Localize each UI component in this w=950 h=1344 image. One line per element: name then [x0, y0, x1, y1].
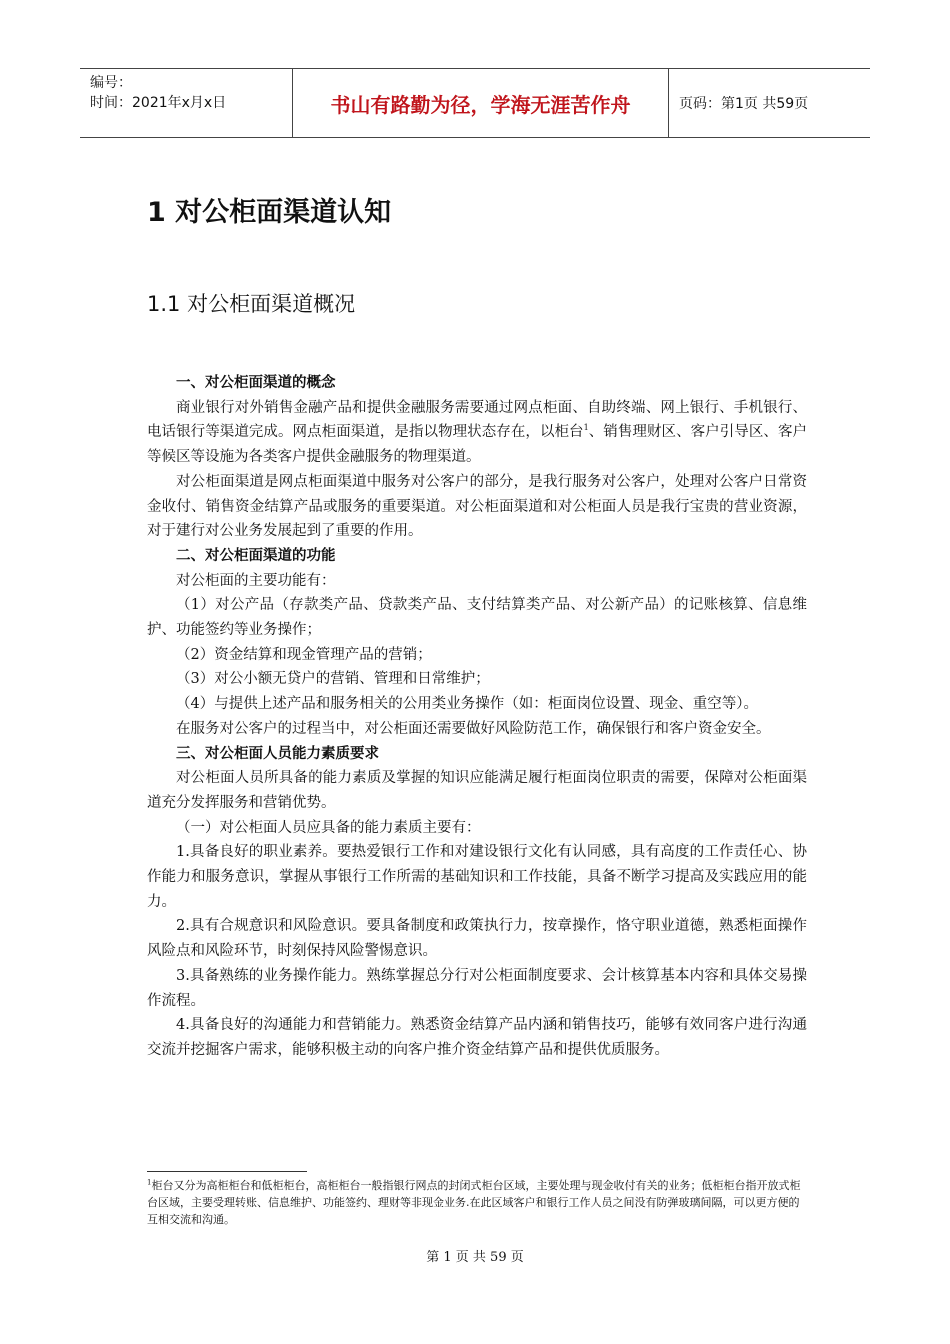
chapter-title: 1 对公柜面渠道认知 [147, 197, 392, 228]
body-paragraph: （4）与提供上述产品和服务相关的公用类业务操作（如：柜面岗位设置、现金、重空等）。 [176, 696, 758, 713]
footnote-marker: 1 [583, 423, 589, 433]
page-footer: 第 1 页 共 59 页 [426, 1250, 524, 1265]
section-heading: 二、对公柜面渠道的功能 [176, 547, 336, 564]
section-title: 1.1 对公柜面渠道概况 [147, 292, 356, 316]
body-paragraph: （3）对公小额无贷户的营销、管理和日常维护； [176, 671, 490, 688]
section-heading: 一、对公柜面渠道的概念 [176, 375, 336, 391]
body-paragraph: 3.具备熟练的业务操作能力。熟练掌握总分行对公柜面制度要求、会计核算基本内容和具体交易操作流程。 [147, 967, 807, 1009]
body-paragraph: 在服务对公客户的过程当中，对公柜面还需要做好风险防范工作，确保银行和客户资金安全。 [176, 720, 771, 737]
body-paragraph: 4.具备良好的沟通能力和营销能力。熟悉资金结算产品内涵和销售技巧，能够有效同客户进行沟通交流并挖掘客户需求，能够积极主动的向客户推介资金结算产品和提供优质服务。 [147, 1017, 807, 1058]
footnote: $^1$柜台又分为高柜柜台和低柜柜台，高柜柜台一般指银行网点的封闭式柜台区域，主要处理与现金收付有关的业务；低柜柜台指开放式柜台区域，主要受理转账、信息维护、功能签约、理财等非现金业务.在此区域客户和银行工作人员之间没有防弹玻璃间隔，可以更方便的互相交流和沟通。 [147, 1178, 801, 1226]
body-paragraph: 对公柜面人员所具备的能力素质及掌握的知识应能满足履行柜面岗位职责的需要，保障对公柜面渠道充分发挥服务和营销优势。 [147, 770, 807, 811]
body-paragraph: （一）对公柜面人员应具备的能力素质主要有： [176, 819, 481, 836]
section-heading: 三、对公柜面人员能力素质要求 [176, 745, 379, 762]
document-number-label: 编号： [90, 75, 132, 91]
body-paragraph: 商业银行对外销售金融产品和提供金融服务需要通过网点柜面、自助终端、网上银行、手机银行、电话银行等渠道完成。网点柜面渠道，是指以物理状态存在，以柜台$^1$、销售理财区、客户引导区、客户等候区等设施为各类客户提供金融服务的物理渠道。 [147, 399, 808, 466]
body-paragraph: 对公柜面渠道是网点柜面渠道中服务对公客户的部分，是我行服务对公客户，处理对公客户日常资金收付、销售资金结算产品或服务的重要渠道。对公柜面渠道和对公柜面人员是我行宝贵的营业资源，对于建行对公业务发展起到了重要的作用。 [147, 473, 807, 540]
document-date-label: 时间：2021年x月x日 [90, 95, 227, 111]
body-paragraph: 2.具有合规意识和风险意识。要具备制度和政策执行力，按章操作，恪守职业道德，熟悉柜面操作风险点和风险环节，时刻保持风险警惕意识。 [147, 918, 807, 960]
footnote-divider [147, 1171, 307, 1172]
footnote-marker: 1 [147, 1178, 152, 1187]
body-paragraph: （1）对公产品（存款类产品、贷款类产品、支付结算类产品、对公新产品）的记账核算、信息维护、功能签约等业务操作； [147, 597, 807, 639]
page-header [80, 68, 870, 138]
document-body [147, 371, 807, 1063]
header-motto: 书山有路勤为径，学海无涯苦作舟 [293, 69, 669, 137]
body-paragraph: （2）资金结算和现金管理产品的营销； [176, 646, 432, 663]
body-paragraph: 对公柜面的主要功能有： [176, 572, 336, 589]
header-meta [80, 69, 293, 137]
header-page-info: 页码：第1页 共59页 [679, 96, 809, 112]
body-paragraph: 1.具备良好的职业素养。要热爱银行工作和对建设银行文化有认同感，具有高度的工作责任心、协作能力和服务意识，掌握从事银行工作所需的基础知识和工作技能，具备不断学习提高及实践应用的能力。 [147, 844, 807, 910]
